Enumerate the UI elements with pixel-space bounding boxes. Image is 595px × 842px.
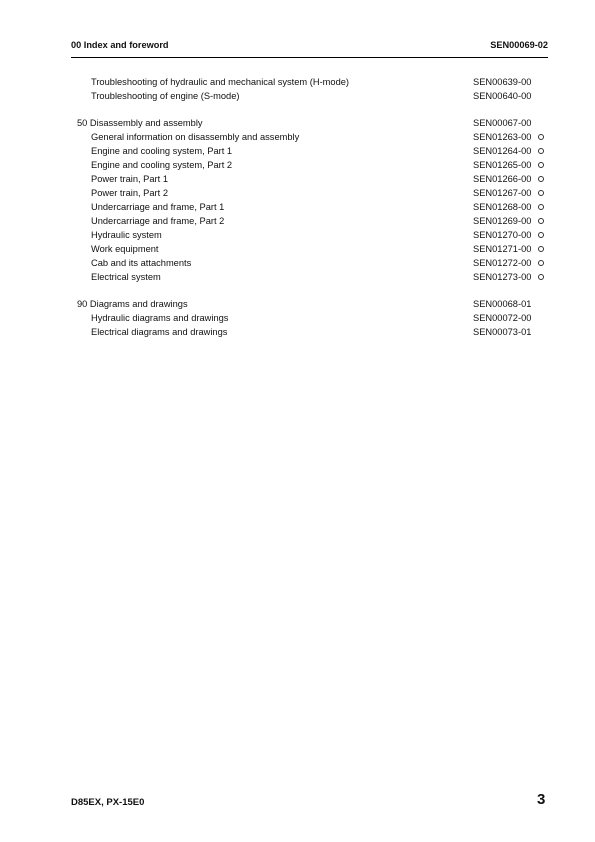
toc-entry[interactable] [0,173,595,187]
circle-marker-icon [538,162,544,168]
toc-entry-code: SEN01265-00 [473,160,532,170]
model-name: D85EX, PX-15E0 [71,797,145,808]
toc-entry-code: SEN01269-00 [473,216,532,226]
circle-marker-icon [538,190,544,196]
chapter-code: SEN00068-01 [473,299,532,309]
circle-marker-icon [538,134,544,140]
page-header [71,40,548,58]
toc-entry-title: Electrical system [91,272,161,282]
toc-entry[interactable] [0,131,595,145]
table-of-contents [0,76,595,340]
toc-spacer [0,285,595,298]
circle-marker-icon [538,274,544,280]
section-title: 00 Index and foreword [71,40,169,50]
circle-marker-icon [538,204,544,210]
toc-entry-code: SEN01272-00 [473,258,532,268]
toc-group-disassembly [0,131,595,285]
toc-entry[interactable] [0,215,595,229]
circle-marker-icon [538,176,544,182]
circle-marker-icon [538,246,544,252]
toc-entry-code: SEN01266-00 [473,174,532,184]
toc-entry-title: Undercarriage and frame, Part 2 [91,216,225,226]
circle-marker-icon [538,232,544,238]
toc-entry[interactable] [0,257,595,271]
toc-entry[interactable] [0,76,595,90]
toc-group-diagrams [0,312,595,340]
document-code: SEN00069-02 [490,40,548,50]
toc-entry-code: SEN01273-00 [473,272,532,282]
toc-entry[interactable] [0,159,595,173]
toc-group-troubleshooting [0,76,595,104]
chapter-title: 90 Diagrams and drawings [77,299,188,309]
toc-entry-title: Power train, Part 2 [91,188,168,198]
toc-entry[interactable] [0,271,595,285]
toc-entry[interactable] [0,243,595,257]
toc-entry-code: SEN01263-00 [473,132,532,142]
toc-entry[interactable] [0,145,595,159]
toc-entry[interactable] [0,229,595,243]
toc-entry-title: Engine and cooling system, Part 1 [91,146,233,156]
chapter-title: 50 Disassembly and assembly [77,118,203,128]
toc-entry[interactable] [0,201,595,215]
toc-entry-code: SEN01267-00 [473,188,532,198]
toc-entry[interactable] [0,187,595,201]
toc-entry-title: Engine and cooling system, Part 2 [91,160,233,170]
toc-entry[interactable] [0,326,595,340]
toc-entry-title: Cab and its attachments [91,258,192,268]
toc-chapter-90[interactable] [0,298,595,312]
toc-chapter-50[interactable] [0,117,595,131]
toc-entry-title: Hydraulic system [91,230,162,240]
toc-entry-title: Troubleshooting of hydraulic and mechanical system (H-mode) [91,77,350,87]
circle-marker-icon [538,218,544,224]
toc-entry-title: General information on disassembly and assembly [91,132,300,142]
circle-marker-icon [538,260,544,266]
toc-entry-code: SEN01270-00 [473,230,532,240]
toc-entry[interactable] [0,90,595,104]
toc-spacer [0,104,595,117]
toc-entry-code: SEN01264-00 [473,146,532,156]
toc-entry-code: SEN00639-00 [473,77,532,87]
page-number: 3 [537,791,546,808]
toc-entry-code: SEN01271-00 [473,244,532,254]
toc-entry[interactable] [0,312,595,326]
toc-entry-title: Work equipment [91,244,159,254]
toc-entry-code: SEN00072-00 [473,313,532,323]
chapter-code: SEN00067-00 [473,118,532,128]
toc-entry-title: Power train, Part 1 [91,174,168,184]
circle-marker-icon [538,148,544,154]
toc-entry-title: Hydraulic diagrams and drawings [91,313,229,323]
toc-entry-code: SEN01268-00 [473,202,532,212]
toc-entry-title: Electrical diagrams and drawings [91,327,228,337]
toc-entry-code: SEN00073-01 [473,327,532,337]
toc-entry-code: SEN00640-00 [473,91,532,101]
toc-entry-title: Undercarriage and frame, Part 1 [91,202,225,212]
toc-entry-title: Troubleshooting of engine (S-mode) [91,91,240,101]
